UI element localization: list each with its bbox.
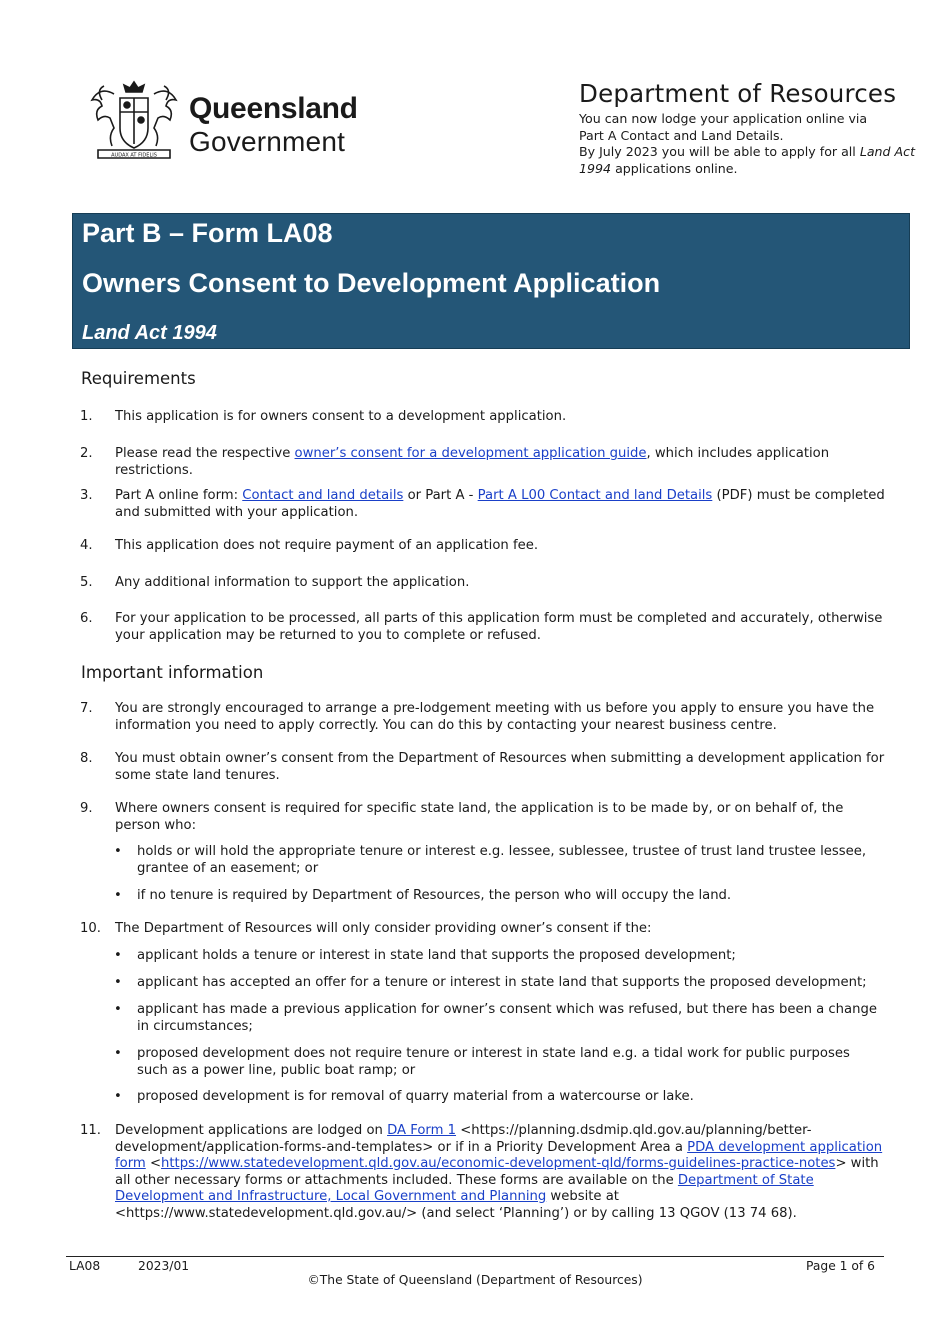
- online-lodgement-note: You can now lodge your application online via Part A Contact and Land Details. By July 2023 you will be able to apply for all Land Act 1994 applications online.: [579, 111, 916, 176]
- bullet-icon: •: [114, 888, 122, 903]
- footer-divider: [66, 1256, 884, 1257]
- list-item: 6. For your application to be processed, all parts of this application form must be completed and accurately, otherwise your application may be returned to you to complete or refused.: [80, 611, 883, 643]
- list-item: 8. You must obtain owner’s consent from the Department of Resources when submitting a development application for some state land tenures.: [80, 751, 885, 783]
- bullet-item: • proposed development is for removal of quarry material from a watercourse or lake.: [114, 1089, 694, 1104]
- list-item: 1. This application is for owners consent to a development application.: [80, 409, 567, 424]
- list-item: 10. The Department of Resources will only consider providing owner’s consent if the:: [80, 921, 652, 936]
- bullet-item: • applicant holds a tenure or interest in state land that supports the proposed development;: [114, 948, 736, 963]
- list-item: 4. This application does not require payment of an application fee.: [80, 538, 539, 553]
- footer-version: 2023/01: [138, 1259, 190, 1273]
- logo-line1: Queensland: [189, 92, 358, 125]
- bullet-icon: •: [114, 844, 122, 859]
- bullet-item: • if no tenure is required by Department of Resources, the person who will occupy the land.: [114, 888, 732, 903]
- note-act: Land Act 1994: [579, 144, 916, 176]
- bullet-icon: •: [114, 1089, 122, 1104]
- part-a-l00-link[interactable]: Part A L00 Contact and land Details: [477, 488, 713, 503]
- bullet-item: • applicant has made a previous application for owner’s consent which was refused, but there has been a change in circumstances;: [114, 1002, 877, 1034]
- list-item: 3. Part A online form: Contact and land details or Part A - Part A L00 Contact and land Details (PDF) must be completed and submitted with your application.: [80, 488, 885, 520]
- qld-gov-logo: [84, 76, 364, 166]
- bullet-icon: •: [114, 948, 122, 963]
- bullet-icon: •: [114, 1002, 122, 1017]
- coat-of-arms-icon: [84, 76, 184, 166]
- footer-form-code: LA08: [69, 1259, 101, 1273]
- owners-consent-guide-link[interactable]: owner’s consent for a development application guide: [294, 446, 647, 461]
- form-part-label: Part B – Form LA08: [82, 218, 333, 248]
- logo-line2: Government: [189, 126, 346, 157]
- list-item: 2. Please read the respective owner’s consent for a development application guide, which includes application restrictions.: [80, 446, 830, 478]
- requirements-heading: Requirements: [81, 369, 196, 388]
- list-item: 9. Where owners consent is required for specific state land, the application is to be made by, or on behalf of, the person who:: [80, 801, 844, 833]
- bullet-item: • applicant has accepted an offer for a tenure or interest in state land that supports the proposed development;: [114, 975, 867, 990]
- form-act: Land Act 1994: [82, 322, 217, 344]
- list-item: 11. Development applications are lodged on DA Form 1 <https://planning.dsdmip.qld.gov.au/planning/better-development/application-forms-and-templates> or if in a Priority Development Area a PDA development application form <https://www.statedevelopment.qld.gov.au/economic-development-qld/forms-guidelines-practice-notes> with all other necessary forms or attachments included. These forms are available on the Department of State Development and Infrastructure, Local Government and Planning website at <https://www.statedevelopment.qld.gov.au/> (and select ‘Planning’) or by calling 13 QGOV (13 74 68).: [80, 1123, 883, 1221]
- bullet-icon: •: [114, 1046, 122, 1061]
- contact-land-details-link[interactable]: Contact and land details: [242, 488, 404, 503]
- state-development-forms-link[interactable]: https://www.statedevelopment.qld.gov.au/economic-development-qld/forms-guidelines-practice-notes: [161, 1156, 836, 1171]
- bullet-item: • holds or will hold the appropriate tenure or interest e.g. lessee, sublessee, trustee of trust land trustee lessee, grantee of an easement; or: [114, 844, 867, 876]
- footer-copyright: ©The State of Queensland (Department of Resources): [307, 1273, 643, 1287]
- form-title: Owners Consent to Development Application: [82, 268, 661, 298]
- pda-application-form-link[interactable]: PDA development application form: [115, 1139, 883, 1171]
- bullet-icon: •: [114, 975, 122, 990]
- department-block: [579, 79, 919, 177]
- department-title: Department of Resources: [579, 79, 897, 108]
- dsdilgp-link[interactable]: Department of State Development and Infrastructure, Local Government and Planning: [115, 1172, 814, 1204]
- form-title-banner: [72, 213, 910, 349]
- footer-page-number: Page 1 of 6: [806, 1259, 875, 1273]
- svg-text:AUDAX AT FIDELIS: AUDAX AT FIDELIS: [111, 152, 157, 159]
- da-form-1-link[interactable]: DA Form 1: [387, 1123, 457, 1138]
- bullet-item: • proposed development does not require tenure or interest in state land e.g. a tidal work for public purposes such as a power line, public boat ramp; or: [114, 1046, 850, 1078]
- important-info-heading: Important information: [81, 663, 264, 682]
- list-item: 5. Any additional information to support the application.: [80, 575, 470, 590]
- list-item: 7. You are strongly encouraged to arrange a pre-lodgement meeting with us before you apply to ensure you have the information you need to apply correctly. You can do this by contacting your nearest business centre.: [80, 701, 875, 733]
